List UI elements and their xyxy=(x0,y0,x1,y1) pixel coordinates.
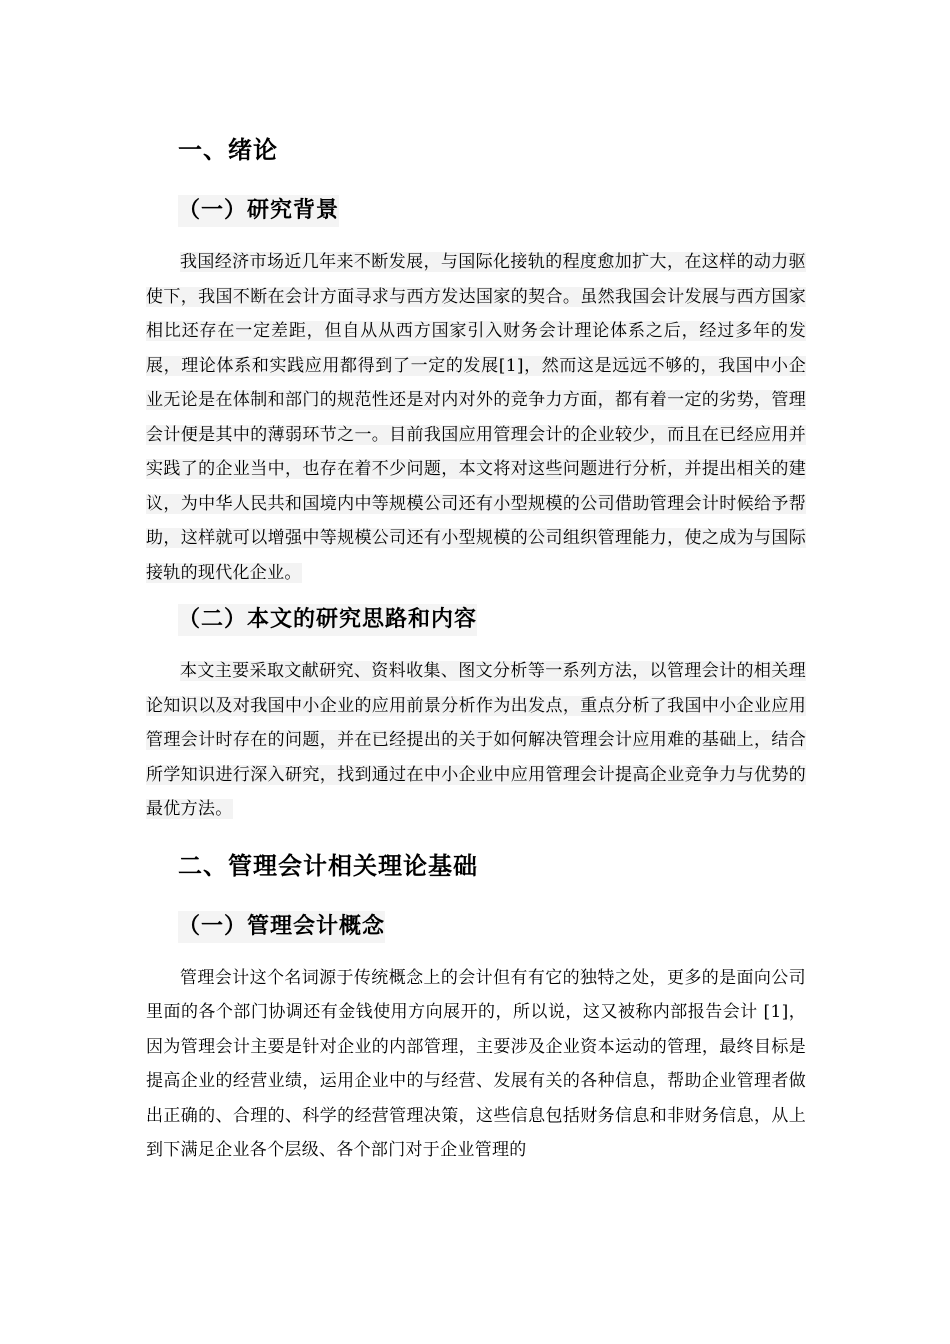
paragraph-research-background xyxy=(146,245,806,590)
chapter-heading-theory-basis: 二、管理会计相关理论基础 xyxy=(178,851,478,880)
paragraph-text: 本文主要采取文献研究、资料收集、图文分析等一系列方法，以管理会计的相关理论知识以及对我国中小企业的应用前景分析作为出发点，重点分析了我国中小企业应用管理会计时存在的问题，并在已经提出的关于如何解决管理会计应用难的基础上，结合所学知识进行深入研究，找到通过在中小企业中应用管理会计提高企业竞争力与优势的最优方法。 xyxy=(146,661,806,819)
section-heading-research-approach: （二）本文的研究思路和内容 xyxy=(178,604,477,636)
section-heading-research-background: （一）研究背景 xyxy=(178,195,339,227)
paragraph-text: 我国经济市场近几年来不断发展，与国际化接轨的程度愈加扩大，在这样的动力驱使下，我国不断在会计方面寻求与西方发达国家的契合。虽然我国会计发展与西方国家相比还存在一定差距，但自从从西方国家引入财务会计理论体系之后，经过多年的发展，理论体系和实践应用都得到了一定的发展[1]，然而这是远远不够的，我国中小企业无论是在体制和部门的规范性还是对内对外的竞争力方面，都有着一定的劣势，管理会计便是其中的薄弱环节之一。目前我国应用管理会计的企业较少，而且在已经应用并实践了的企业当中，也存在着不少问题，本文将对这些问题进行分析，并提出相关的建议，为中华人民共和国境内中等规模公司还有小型规模的公司借助管理会计时候给予帮助，这样就可以增强中等规模公司还有小型规模的公司组织管理能力，使之成为与国际接轨的现代化企业。 xyxy=(146,252,806,583)
paragraph-management-accounting-concept: 管理会计这个名词源于传统概念上的会计但有有它的独特之处，更多的是面向公司里面的各个部门协调还有金钱使用方向展开的，所以说，这又被称内部报告会计 [1]，因为管理会计主要是针对企业的内部管理，主要涉及企业资本运动的管理，最终目标是提高企业的经营业绩，运用企业中的与经营、发展有关的各种信息，帮助企业管理者做出正确的、合理的、科学的经营管理决策，这些信息包括财务信息和非财务信息，从上到下满足企业各个层级、各个部门对于企业管理的 xyxy=(146,967,806,1160)
document-body xyxy=(146,133,806,1168)
paragraph-research-approach xyxy=(146,654,806,827)
section-heading-management-accounting-concept: （一）管理会计概念 xyxy=(178,911,385,943)
chapter-heading-introduction: 一、绪论 xyxy=(178,136,278,164)
